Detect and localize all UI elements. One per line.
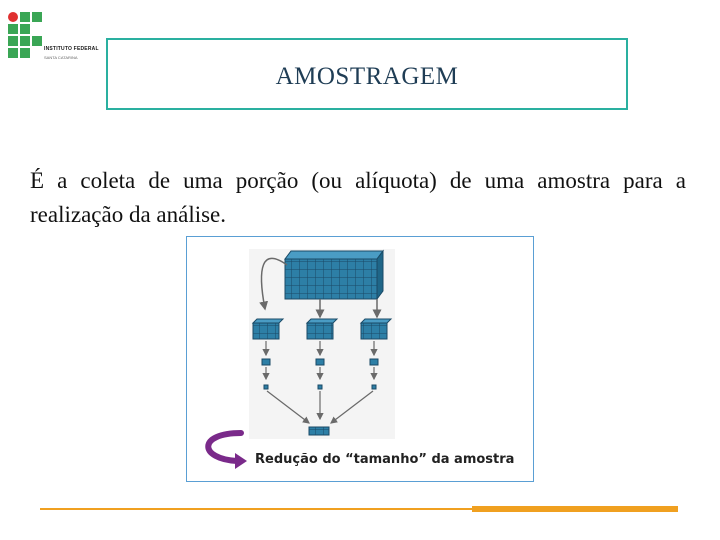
small-cube [262,359,270,365]
logo-square [20,36,30,46]
logo-square [20,48,30,58]
logo-square [20,12,30,22]
bulk-sample-cube [285,251,383,299]
bottom-divider-thin [40,508,472,510]
subsample-cube [307,319,337,339]
tiny-cube [264,385,268,389]
logo-square [8,24,18,34]
subsample-cube [361,319,391,339]
slide-title: AMOSTRAGEM [275,63,459,90]
final-sample-cube [309,427,329,435]
logo-square [8,36,18,46]
tiny-cube [372,385,376,389]
bottom-divider-thick [472,506,678,512]
logo-campus-text: SANTA CATARINA [44,55,78,60]
logo-square [32,36,42,46]
small-cube [316,359,324,365]
logo-institution-text: INSTITUTO FEDERAL [44,46,99,52]
sampling-diagram [187,237,533,481]
logo-red-dot [8,12,18,22]
institution-logo [4,8,104,68]
sampling-figure [186,236,534,482]
logo-square [32,12,42,22]
title-box [106,38,628,110]
subsample-cube [253,319,283,339]
rotate-arrow-icon [208,433,247,469]
figure-caption: Redução do “tamanho” da amostra [255,452,515,467]
logo-square [8,48,18,58]
small-cube [370,359,378,365]
slide-body-text: É a coleta de uma porção (ou alíquota) de uma amostra para a realização da análise. [30,168,686,227]
tiny-cube [318,385,322,389]
logo-square [20,24,30,34]
